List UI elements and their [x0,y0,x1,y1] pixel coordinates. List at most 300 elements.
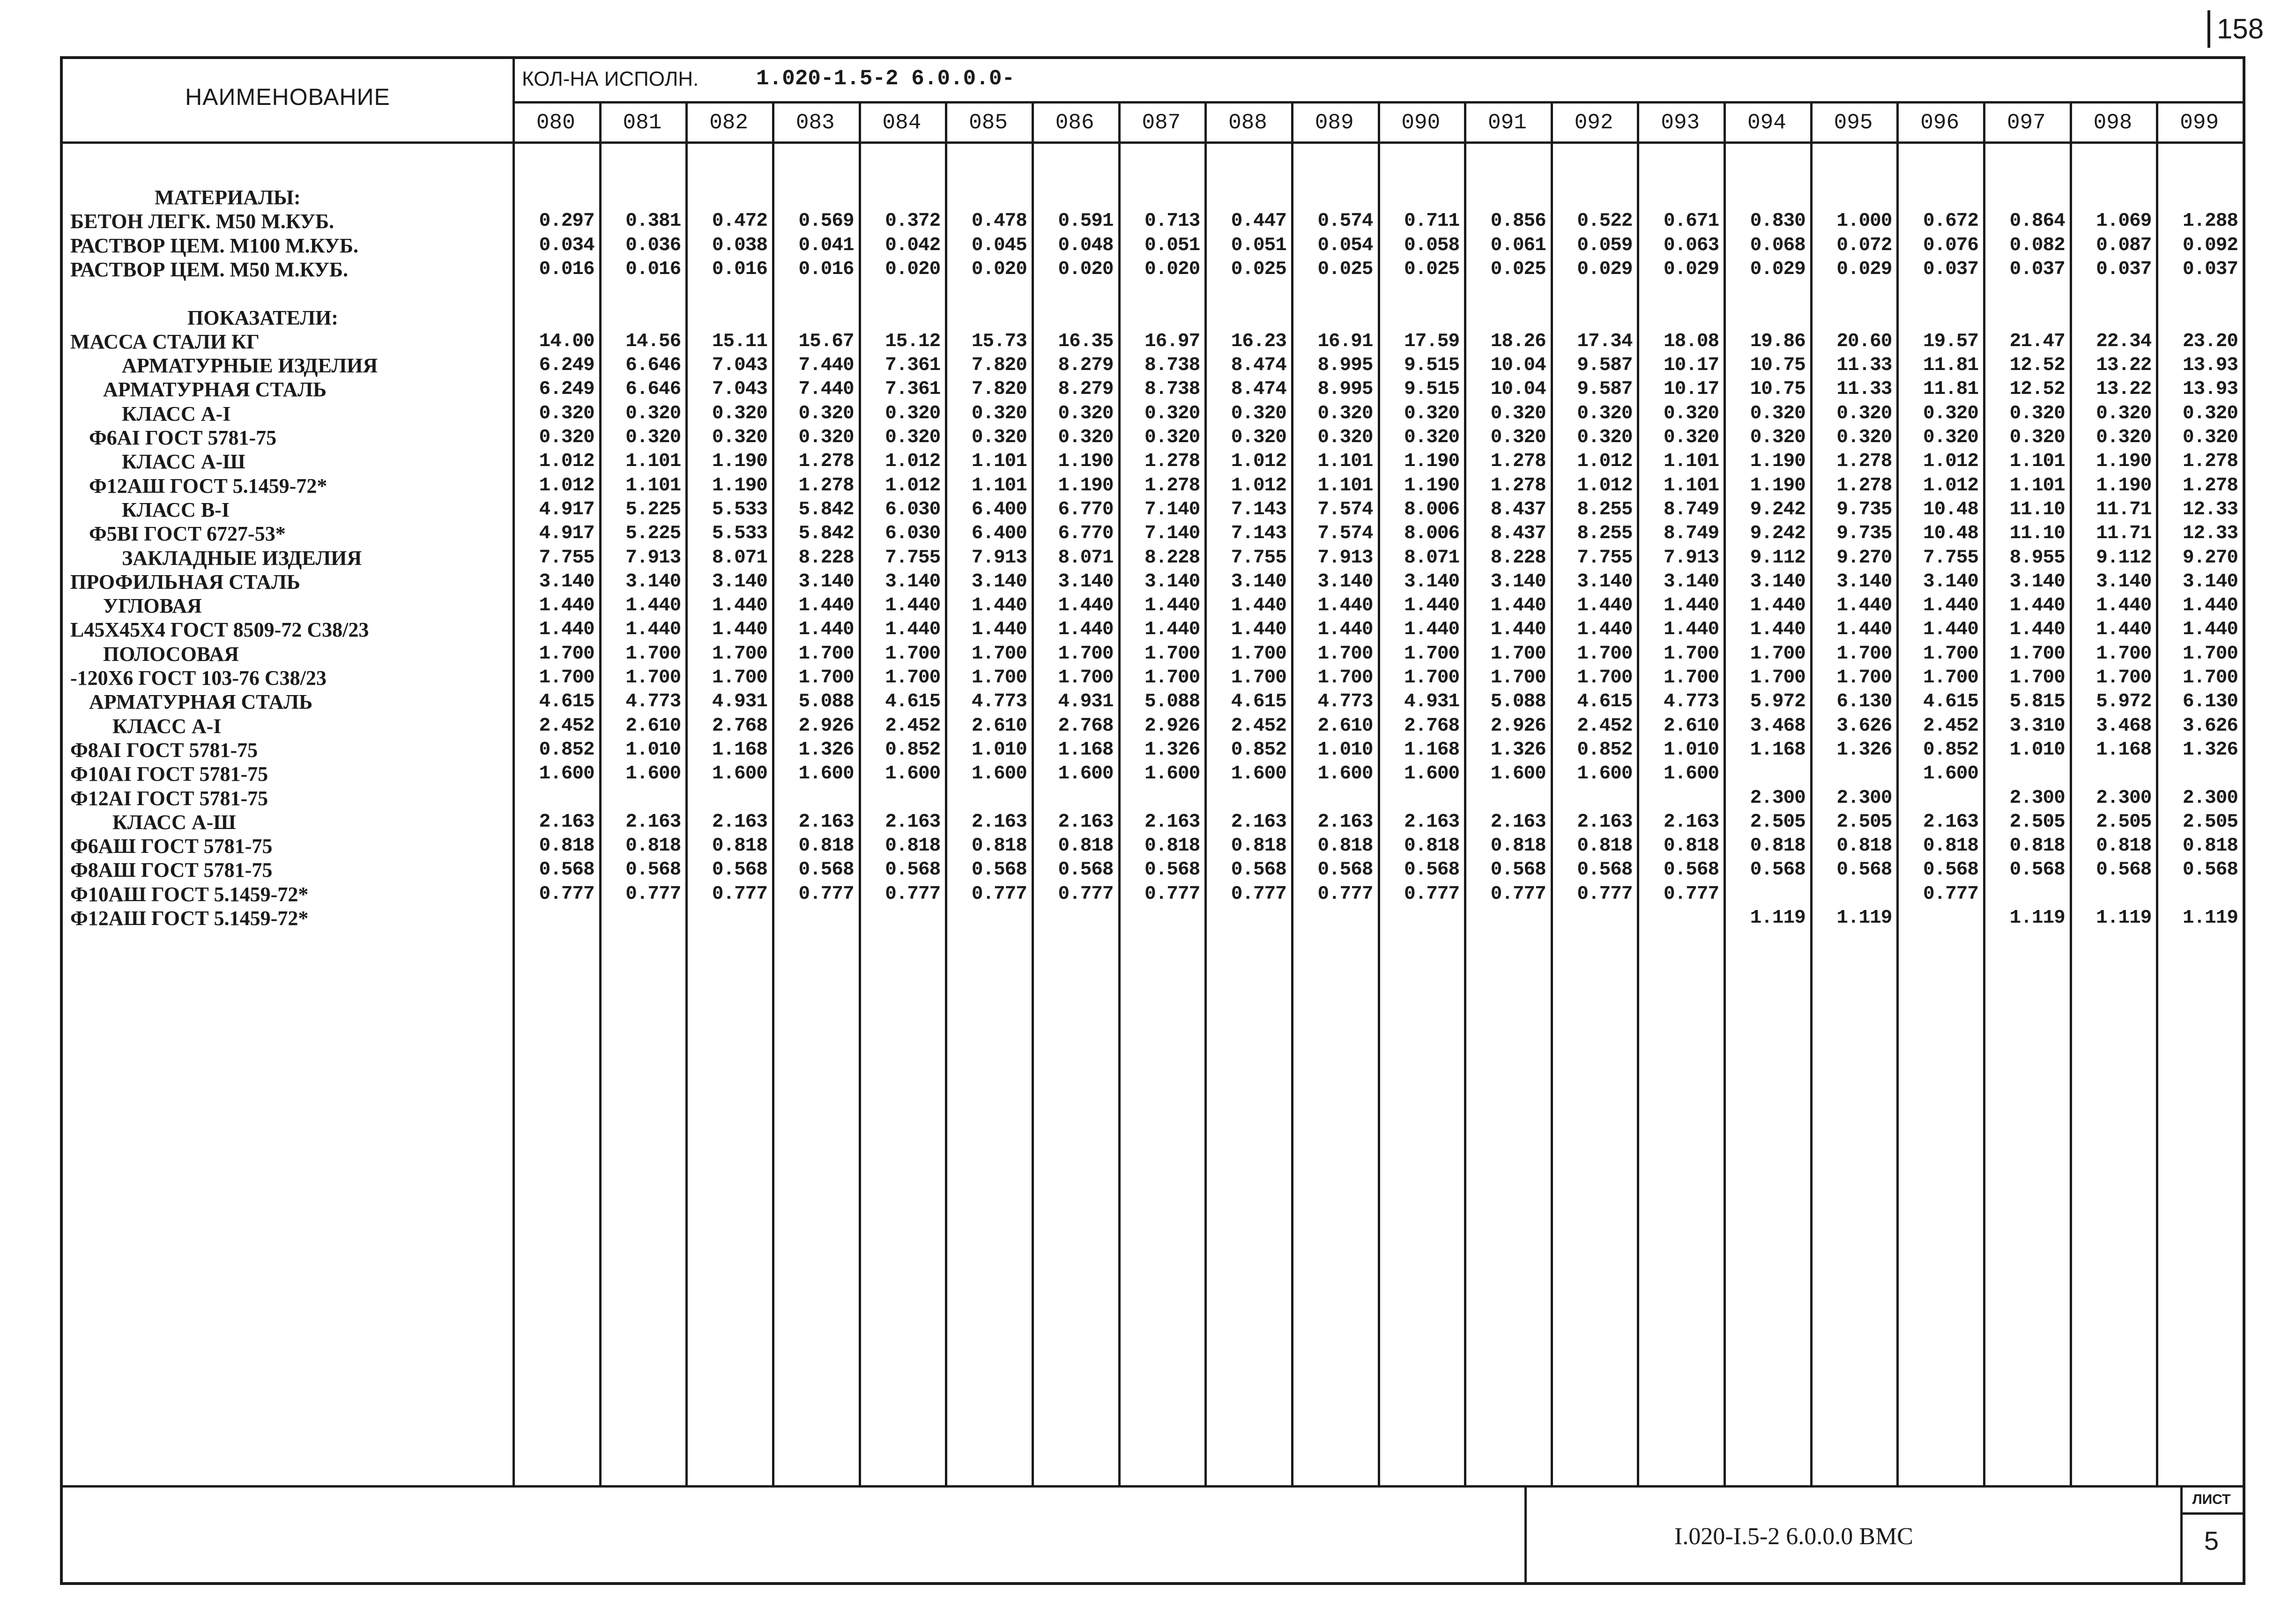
table-cell: 0.818 [798,835,854,857]
table-cell: 3.468 [1750,715,1806,737]
table-cell: 1.600 [539,763,594,785]
table-cell: 0.372 [885,210,941,232]
table-cell: 0.051 [1231,234,1286,256]
table-cell: 7.755 [1577,547,1633,569]
table-cell: 7.820 [971,378,1027,400]
table-cell: 1.012 [1231,451,1286,473]
table-cell: 0.320 [539,402,594,424]
column-divider [685,101,688,1485]
table-cell: 0.568 [1404,859,1460,881]
row-label: ЗАКЛАДНЫЕ ИЗДЕЛИЯ [122,546,362,570]
table-cell: 3.140 [1144,570,1200,592]
table-cell: 0.029 [1664,258,1719,280]
column-number: 086 [1055,111,1094,135]
table-cell: 2.163 [971,811,1027,833]
table-cell: 0.777 [625,883,681,905]
table-cell: 1.600 [625,763,681,785]
table-cell: 3.140 [712,570,767,592]
table-cell: 5.225 [625,523,681,545]
column-number: 093 [1661,111,1700,135]
table-cell: 0.818 [1577,835,1633,857]
table-cell: 2.163 [798,811,854,833]
table-cell: 0.029 [1750,258,1806,280]
table-cell: 1.440 [1404,619,1460,641]
table-cell: 11.10 [2009,523,2065,545]
column-number: 099 [2180,111,2219,135]
table-cell: 1.700 [1750,643,1806,665]
table-cell: 0.036 [625,234,681,256]
table-cell: 4.615 [1923,691,1979,713]
table-cell: 1.440 [2182,619,2238,641]
table-cell: 2.163 [1490,811,1546,833]
table-cell: 0.852 [885,739,941,761]
table-cell: 2.163 [539,811,594,833]
table-cell: 8.474 [1231,355,1286,377]
table-cell: 13.93 [2182,355,2238,377]
table-cell: 0.320 [971,402,1027,424]
table-cell: 5.972 [1750,691,1806,713]
stamp-divider [1524,1485,1527,1582]
table-cell: 8.474 [1231,378,1286,400]
table-cell: 1.440 [625,619,681,641]
table-cell: 3.310 [2009,715,2065,737]
table-cell: 1.278 [1144,474,1200,496]
column-divider [1118,101,1121,1485]
table-cell: 1.190 [712,451,767,473]
table-cell: 12.52 [2009,355,2065,377]
table-cell: 0.320 [1923,427,1979,448]
table-cell: 0.059 [1577,234,1633,256]
table-cell: 0.713 [1144,210,1200,232]
table-cell: 1.600 [1577,763,1633,785]
column-number: 097 [2006,111,2046,135]
table-cell: 0.320 [1404,427,1460,448]
table-cell: 3.140 [1404,570,1460,592]
table-cell: 6.770 [1058,498,1114,520]
table-cell: 0.818 [1144,835,1200,857]
table-cell: 10.04 [1490,378,1546,400]
table-cell: 2.505 [2096,811,2152,833]
table-cell: 1.700 [885,643,941,665]
table-cell: 1.440 [1750,619,1806,641]
table-cell: 0.048 [1058,234,1114,256]
footer-line [63,1485,2243,1488]
table-cell: 1.101 [625,451,681,473]
table-cell: 19.57 [1923,330,1979,352]
table-cell: 2.452 [1923,715,1979,737]
table-cell: 0.025 [1231,258,1286,280]
table-cell: 1.010 [1664,739,1719,761]
table-cell: 0.818 [1923,835,1979,857]
table-cell: 1.101 [2009,474,2065,496]
table-cell: 1.600 [1404,763,1460,785]
table-cell: 5.842 [798,498,854,520]
table-cell: 2.300 [1836,787,1892,809]
table-cell: 1.600 [1490,763,1546,785]
table-cell: 2.926 [798,715,854,737]
table-cell: 0.671 [1664,210,1719,232]
table-cell: 0.037 [1923,258,1979,280]
table-cell: 1.700 [1317,667,1373,688]
table-cell: 1.700 [971,667,1027,688]
table-cell: 0.320 [1923,402,1979,424]
table-cell: 8.071 [1058,547,1114,569]
table-cell: 0.818 [1490,835,1546,857]
row-label: РАСТВОР ЦЕМ. М50 М.КУБ. [70,258,348,281]
header-code: 1.020-1.5-2 6.0.0.0- [756,67,1015,91]
table-cell: 1.700 [2009,643,2065,665]
table-cell: 1.012 [539,451,594,473]
row-label: -120Х6 ГОСТ 103-76 С38/23 [70,666,327,689]
table-cell: 3.140 [1750,570,1806,592]
table-cell: 13.22 [2096,355,2152,377]
table-cell: 0.777 [1058,883,1114,905]
table-cell: 6.130 [2182,691,2238,713]
table-cell: 0.568 [885,859,941,881]
table-cell: 9.735 [1836,498,1892,520]
table-cell: 1.119 [1750,907,1806,929]
table-cell: 8.749 [1664,523,1719,545]
table-cell: 1.600 [885,763,941,785]
table-cell: 0.061 [1490,234,1546,256]
table-cell: 10.48 [1923,523,1979,545]
table-cell: 11.33 [1836,378,1892,400]
table-cell: 0.818 [1058,835,1114,857]
table-cell: 0.568 [1923,859,1979,881]
table-cell: 0.320 [539,427,594,448]
row-label: Ф8АШ ГОСТ 5781-75 [70,859,273,882]
table-cell: 2.452 [1577,715,1633,737]
table-cell: 7.140 [1144,498,1200,520]
table-cell: 3.140 [2182,570,2238,592]
header-name-label: НАИМЕНОВАНИЕ [185,84,390,110]
table-cell: 2.505 [1750,811,1806,833]
table-cell: 0.568 [1317,859,1373,881]
table-cell: 1.012 [1577,451,1633,473]
table-cell: 9.735 [1836,523,1892,545]
table-cell: 0.777 [712,883,767,905]
column-divider [1378,101,1380,1485]
table-cell: 2.163 [1144,811,1200,833]
table-cell: 16.35 [1058,330,1114,352]
table-cell: 23.20 [2182,330,2238,352]
table-cell: 0.082 [2009,234,2065,256]
row-label: КЛАСС А-Ш [112,810,236,834]
table-cell: 9.515 [1404,355,1460,377]
table-cell: 0.568 [1750,859,1806,881]
table-cell: 2.163 [1577,811,1633,833]
table-cell: 1.600 [1923,763,1979,785]
table-cell: 0.020 [1144,258,1200,280]
table-cell: 1.600 [971,763,1027,785]
table-cell: 1.440 [2096,595,2152,617]
table-cell: 1.440 [2009,595,2065,617]
table-cell: 9.515 [1404,378,1460,400]
row-label: ПОКАЗАТЕЛИ: [187,306,338,329]
table-cell: 0.591 [1058,210,1114,232]
table-cell: 0.016 [712,258,767,280]
table-cell: 0.087 [2096,234,2152,256]
table-cell: 2.163 [1404,811,1460,833]
table-cell: 0.076 [1923,234,1979,256]
table-cell: 2.163 [1058,811,1114,833]
table-cell: 6.130 [1836,691,1892,713]
column-number: 087 [1142,111,1181,135]
table-cell: 8.738 [1144,378,1200,400]
column-divider [1983,101,1985,1485]
column-number: 089 [1315,111,1354,135]
table-cell: 2.768 [712,715,767,737]
table-cell: 4.773 [1664,691,1719,713]
table-cell: 9.270 [2182,547,2238,569]
table-cell: 1.012 [885,474,941,496]
table-cell: 0.478 [971,210,1027,232]
table-cell: 5.088 [1144,691,1200,713]
table-cell: 0.777 [1231,883,1286,905]
table-cell: 1.700 [625,643,681,665]
table-cell: 1.010 [625,739,681,761]
table-cell: 0.574 [1317,210,1373,232]
table-cell: 0.852 [1577,739,1633,761]
table-cell: 1.440 [625,595,681,617]
table-cell: 2.163 [625,811,681,833]
table-cell: 1.700 [712,667,767,688]
table-cell: 1.440 [2009,619,2065,641]
table-cell: 1.700 [1750,667,1806,688]
column-divider [1032,101,1034,1485]
table-cell: 4.917 [539,498,594,520]
table-cell: 7.440 [798,378,854,400]
table-cell: 8.279 [1058,355,1114,377]
table-cell: 1.700 [2096,643,2152,665]
table-cell: 1.600 [1664,763,1719,785]
column-number: 095 [1834,111,1873,135]
table-cell: 0.777 [1664,883,1719,905]
table-cell: 0.818 [1231,835,1286,857]
table-cell: 16.97 [1144,330,1200,352]
table-cell: 3.140 [625,570,681,592]
table-cell: 1.440 [2182,595,2238,617]
table-cell: 1.700 [539,667,594,688]
table-cell: 1.326 [1144,739,1200,761]
table-cell: 0.818 [1664,835,1719,857]
table-cell: 14.00 [539,330,594,352]
table-cell: 1.700 [798,667,854,688]
table-cell: 0.320 [1490,427,1546,448]
table-cell: 0.320 [1144,402,1200,424]
document-code: I.020-I.5-2 6.0.0.0 ВМС [1674,1523,1913,1550]
table-cell: 2.452 [885,715,941,737]
table-cell: 2.768 [1404,715,1460,737]
table-cell: 0.063 [1664,234,1719,256]
column-divider [772,101,774,1485]
table-cell: 3.140 [1490,570,1546,592]
table-cell: 13.22 [2096,378,2152,400]
table-cell: 16.23 [1231,330,1286,352]
column-divider [1464,101,1466,1485]
row-label: АРМАТУРНЫЕ ИЗДЕЛИЯ [122,354,378,378]
table-cell: 8.955 [2009,547,2065,569]
table-cell: 1.101 [2009,451,2065,473]
row-label: Ф12АI ГОСТ 5781-75 [70,786,268,810]
table-cell: 1.000 [1836,210,1892,232]
table-cell: 16.91 [1317,330,1373,352]
table-cell: 0.037 [2096,258,2152,280]
table-cell: 7.140 [1144,523,1200,545]
row-label: РАСТВОР ЦЕМ. М100 М.КУБ. [70,234,358,257]
table-cell: 0.320 [1836,427,1892,448]
table-cell: 9.587 [1577,378,1633,400]
table-cell: 1.700 [1490,643,1546,665]
column-divider [1551,101,1553,1485]
document-frame [60,56,2245,1585]
table-cell: 8.255 [1577,498,1633,520]
row-label: Ф6АШ ГОСТ 5781-75 [70,835,273,858]
column-divider [1724,101,1726,1485]
row-label: Ф12АШ ГОСТ 5.1459-72* [89,474,327,497]
table-cell: 1.700 [1144,643,1200,665]
table-cell: 8.995 [1317,355,1373,377]
table-cell: 18.26 [1490,330,1546,352]
table-cell: 2.926 [1490,715,1546,737]
table-cell: 0.711 [1404,210,1460,232]
table-cell: 0.320 [2009,427,2065,448]
table-cell: 1.700 [1144,667,1200,688]
table-cell: 7.574 [1317,498,1373,520]
table-cell: 1.700 [1317,643,1373,665]
table-cell: 3.140 [2009,570,2065,592]
table-cell: 7.755 [539,547,594,569]
table-cell: 0.320 [2096,402,2152,424]
table-cell: 6.249 [539,378,594,400]
table-cell: 1.440 [1490,595,1546,617]
table-cell: 0.777 [1317,883,1373,905]
table-cell: 0.025 [1490,258,1546,280]
column-number: 090 [1401,111,1441,135]
table-cell: 8.071 [712,547,767,569]
table-cell: 1.700 [1664,643,1719,665]
table-cell: 0.852 [539,739,594,761]
table-cell: 21.47 [2009,330,2065,352]
table-cell: 1.119 [2096,907,2152,929]
table-cell: 1.440 [712,595,767,617]
table-cell: 1.700 [625,667,681,688]
table-cell: 8.995 [1317,378,1373,400]
table-cell: 3.140 [971,570,1027,592]
table-cell: 10.75 [1750,355,1806,377]
table-cell: 3.140 [1923,570,1979,592]
table-cell: 17.59 [1404,330,1460,352]
table-cell: 15.73 [971,330,1027,352]
table-cell: 0.381 [625,210,681,232]
table-cell: 1.600 [712,763,767,785]
column-divider [1896,101,1899,1485]
table-cell: 0.297 [539,210,594,232]
table-cell: 1.700 [1923,643,1979,665]
table-cell: 0.320 [1664,427,1719,448]
table-cell: 1.700 [539,643,594,665]
table-cell: 1.190 [2096,474,2152,496]
table-cell: 11.71 [2096,523,2152,545]
table-cell: 1.700 [1231,667,1286,688]
table-cell: 8.228 [798,547,854,569]
table-cell: 0.045 [971,234,1027,256]
table-cell: 0.818 [539,835,594,857]
row-label: ПРОФИЛЬНАЯ СТАЛЬ [70,570,300,593]
table-cell: 1.010 [971,739,1027,761]
table-cell: 0.029 [1577,258,1633,280]
table-cell: 11.81 [1923,378,1979,400]
table-cell: 0.568 [539,859,594,881]
row-label: АРМАТУРНАЯ СТАЛЬ [103,378,327,401]
table-cell: 5.842 [798,523,854,545]
table-cell: 1.700 [1577,667,1633,688]
table-cell: 1.440 [1317,619,1373,641]
table-cell: 1.012 [1923,451,1979,473]
table-cell: 1.440 [539,595,594,617]
table-cell: 0.025 [1404,258,1460,280]
table-cell: 2.452 [539,715,594,737]
table-cell: 1.190 [1058,474,1114,496]
table-cell: 0.320 [2096,427,2152,448]
table-cell: 3.140 [1317,570,1373,592]
table-cell: 1.700 [1664,667,1719,688]
table-cell: 9.242 [1750,498,1806,520]
table-cell: 10.48 [1923,498,1979,520]
table-cell: 9.112 [1750,547,1806,569]
table-cell: 10.75 [1750,378,1806,400]
table-cell: 8.071 [1404,547,1460,569]
table-cell: 1.600 [798,763,854,785]
table-cell: 1.440 [1836,619,1892,641]
table-cell: 2.163 [1664,811,1719,833]
table-cell: 6.646 [625,355,681,377]
table-cell: 0.320 [1231,402,1286,424]
table-cell: 0.777 [1923,883,1979,905]
table-cell: 3.140 [798,570,854,592]
table-cell: 12.33 [2182,498,2238,520]
table-cell: 1.700 [2009,667,2065,688]
table-cell: 2.300 [2096,787,2152,809]
table-cell: 2.163 [1923,811,1979,833]
table-cell: 18.08 [1664,330,1719,352]
table-cell: 7.361 [885,378,941,400]
table-cell: 6.030 [885,523,941,545]
table-cell: 7.913 [1317,547,1373,569]
header-kol-label: КОЛ-НА ИСПОЛН. [522,67,699,90]
table-cell: 1.288 [2182,210,2238,232]
table-cell: 8.437 [1490,498,1546,520]
table-cell: 4.931 [1404,691,1460,713]
table-cell: 1.700 [2182,643,2238,665]
column-number: 091 [1488,111,1527,135]
table-cell: 2.610 [1317,715,1373,737]
table-cell: 1.190 [712,474,767,496]
table-cell: 1.440 [539,619,594,641]
row-label: КЛАСС А-Ш [122,450,245,474]
column-divider [945,101,947,1485]
table-cell: 0.320 [1144,427,1200,448]
table-cell: 0.320 [1750,427,1806,448]
table-cell: 8.279 [1058,378,1114,400]
table-cell: 1.278 [1144,451,1200,473]
table-cell: 0.568 [2096,859,2152,881]
table-cell: 3.626 [2182,715,2238,737]
table-cell: 4.773 [625,691,681,713]
table-cell: 1.012 [1923,474,1979,496]
row-label: МАТЕРИАЛЫ: [155,186,301,209]
table-cell: 1.440 [1317,595,1373,617]
